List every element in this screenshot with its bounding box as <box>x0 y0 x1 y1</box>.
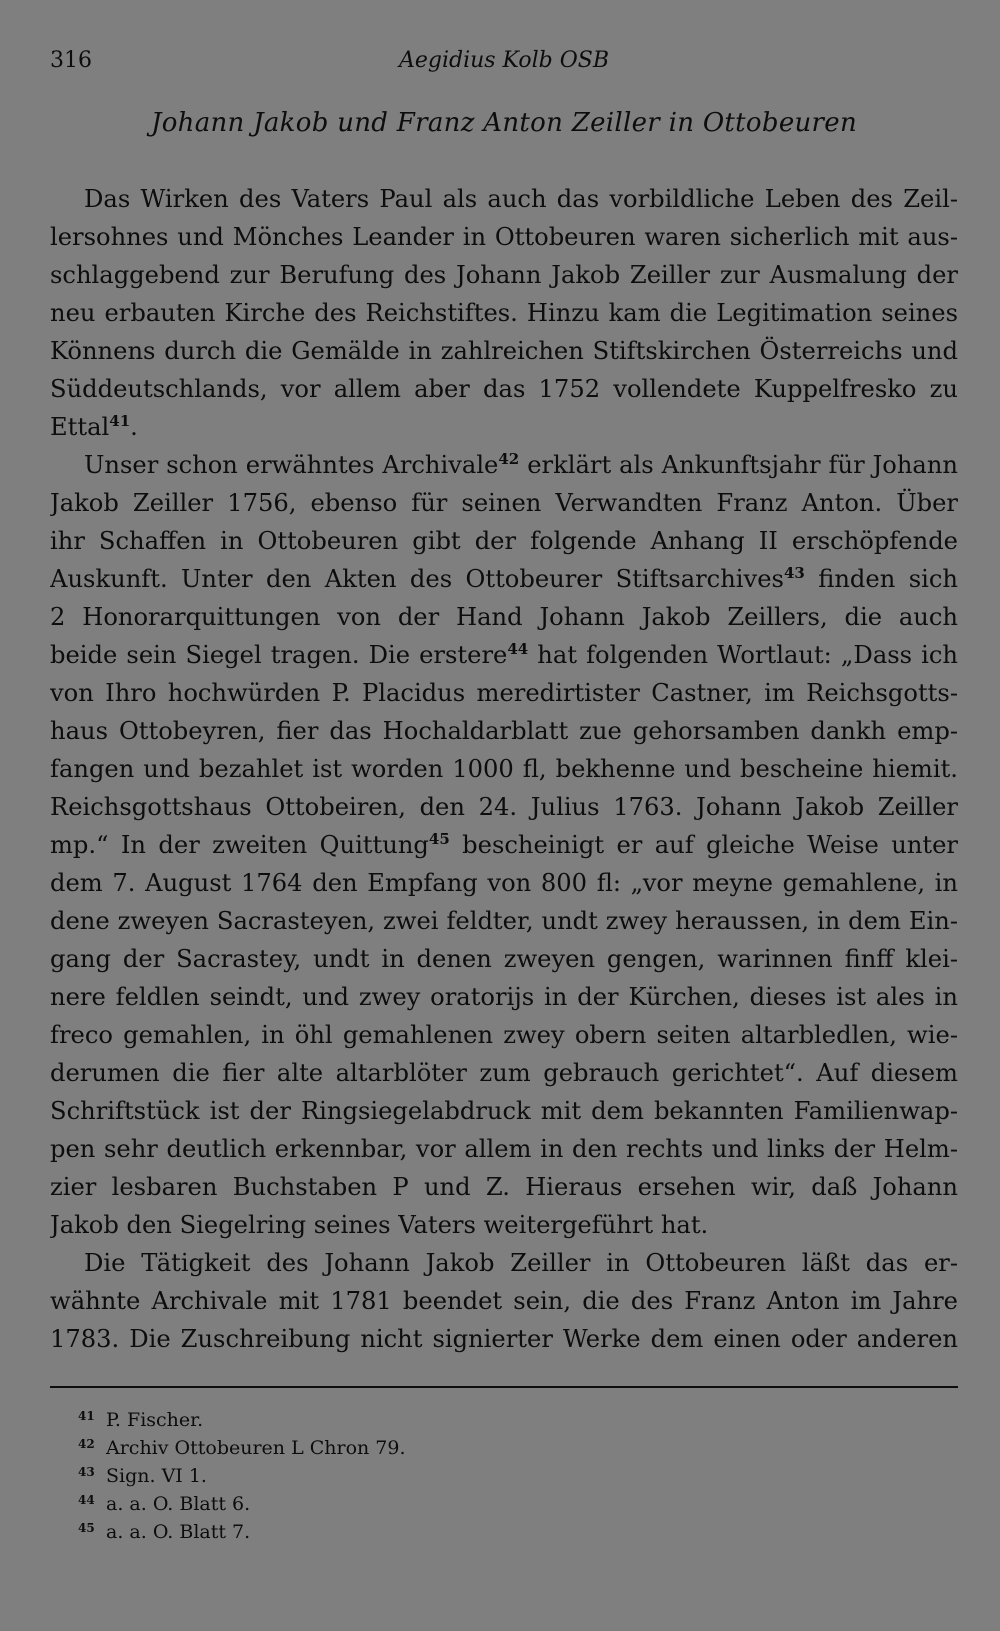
text-line: Schriftstück ist der Ringsiegelabdruck mit dem bekannten Familienwap- <box>50 1097 958 1125</box>
text-line: freco gemahlen, in öhl gemahlenen zwey obern seiten altarbledlen, wie- <box>50 1021 958 1049</box>
text-line: lersohnes und Mönches Leander in Ottobeuren waren sicherlich mit aus- <box>50 223 958 251</box>
text-span: mp.“ In der zweiten Quittung <box>50 831 429 859</box>
text-line <box>50 636 958 674</box>
text-span: Unser schon erwähntes Archivale <box>84 451 499 479</box>
text-line: Das Wirken des Vaters Paul als auch das vorbildliche Leben des Zeil- <box>84 185 958 213</box>
text-line: gang der Sacrastey, undt in denen zweyen gengen, warinnen finff klei- <box>50 945 958 973</box>
text-line: derumen die fier alte altarblöter zum gebrauch gerichtet“. Auf diesem <box>50 1059 958 1087</box>
footnote-text: P. Fischer. <box>106 1409 204 1431</box>
footnote-text: Sign. VI 1. <box>106 1465 207 1487</box>
footnote-ref: 44 <box>507 640 529 658</box>
page-header <box>50 48 958 78</box>
footnote-ref: 43 <box>783 564 805 582</box>
text-line: 2 Honorarquittungen von der Hand Johann Jakob Zeillers, die auch <box>50 603 958 631</box>
text-line: fangen und bezahlet ist worden 1000 fl, bekhenne und bescheine hiemit. <box>50 755 958 783</box>
text-line: wähnte Archivale mit 1781 beendet sein, die des Franz Anton im Jahre <box>50 1287 958 1315</box>
footnote-ref: 45 <box>428 830 450 848</box>
text-span: finden sich <box>804 565 958 593</box>
text-line: Jakob den Siegelring seines Vaters weitergeführt hat. <box>50 1211 709 1239</box>
text-span: Auskunft. Unter den Akten des Ottobeurer Stiftsarchives <box>50 565 784 593</box>
text-line: 1783. Die Zuschreibung nicht signierter Werke dem einen oder anderen <box>50 1325 958 1353</box>
page-number: 316 <box>50 48 92 73</box>
text-line: Könnens durch die Gemälde in zahlreichen Stiftskirchen Österreichs und <box>50 337 958 365</box>
footnote: 42 Archiv Ottobeuren L Chron 79. <box>78 1437 406 1459</box>
footnote-text: a. a. O. Blatt 6. <box>106 1493 251 1515</box>
footnotes <box>78 1406 406 1546</box>
section-title: Johann Jakob und Franz Anton Zeiller in Ottobeuren <box>150 108 858 138</box>
text-line <box>50 560 958 598</box>
text-line: nere feldlen seindt, und zwey oratorijs in der Kürchen, dieses ist ales in <box>50 983 958 1011</box>
text-line <box>50 408 958 446</box>
text-span: erklärt als Ankunftsjahr für Johann <box>519 451 958 479</box>
footnote: 41 P. Fischer. <box>78 1409 204 1431</box>
text-line: dene zweyen Sacrasteyen, zwei feldter, undt zwey heraussen, in dem Ein- <box>50 907 958 935</box>
running-title: Aegidius Kolb OSB <box>398 48 610 73</box>
text-span: bescheinigt er auf gleiche Weise unter <box>449 831 958 859</box>
text-line: ihr Schaffen in Ottobeuren gibt der folgende Anhang II erschöpfende <box>50 527 958 555</box>
text-span: beide sein Siegel tragen. Die erstere <box>50 641 508 669</box>
text-line: zier lesbaren Buchstaben P und Z. Hieraus ersehen wir, daß Johann <box>50 1173 958 1201</box>
text-line: Süddeutschlands, vor allem aber das 1752 vollendete Kuppelfresko zu <box>50 375 958 403</box>
footnote-ref: 41 <box>109 412 131 430</box>
footnote: 43 Sign. VI 1. <box>78 1465 207 1487</box>
text-line <box>50 826 958 864</box>
text-span: hat folgenden Wortlaut: „Dass ich <box>528 641 958 669</box>
text-line: neu erbauten Kirche des Reichstiftes. Hinzu kam die Legitimation seines <box>50 299 958 327</box>
footnote-text: Archiv Ottobeuren L Chron 79. <box>106 1437 406 1459</box>
text-span: Ettal <box>50 413 110 441</box>
text-line: pen sehr deutlich erkennbar, vor allem in den rechts und links der Helm- <box>50 1135 958 1163</box>
footnote: 44 a. a. O. Blatt 6. <box>78 1493 251 1515</box>
text-line: Die Tätigkeit des Johann Jakob Zeiller in Ottobeuren läßt das er- <box>84 1249 958 1277</box>
text-line <box>50 446 958 484</box>
text-line: Jakob Zeiller 1756, ebenso für seinen Verwandten Franz Anton. Über <box>50 489 958 517</box>
text-line: dem 7. August 1764 den Empfang von 800 fl: „vor meyne gemahlene, in <box>50 869 958 897</box>
text-span: . <box>130 413 138 441</box>
footnote-ref: 42 <box>498 450 520 468</box>
text-line: haus Ottobeyren, fier das Hochaldarblatt zue gehorsamben dankh emp- <box>50 717 958 745</box>
footnote-text: a. a. O. Blatt 7. <box>106 1521 251 1543</box>
text-line: schlaggebend zur Berufung des Johann Jakob Zeiller zur Ausmalung der <box>50 261 958 289</box>
body-text <box>50 180 958 1358</box>
text-line: Reichsgottshaus Ottobeiren, den 24. Julius 1763. Johann Jakob Zeiller <box>50 793 958 821</box>
footnote: 45 a. a. O. Blatt 7. <box>78 1521 251 1543</box>
footnote-divider <box>50 1386 958 1388</box>
text-line: von Ihro hochwürden P. Placidus meredirtister Castner, im Reichsgotts- <box>50 679 958 707</box>
